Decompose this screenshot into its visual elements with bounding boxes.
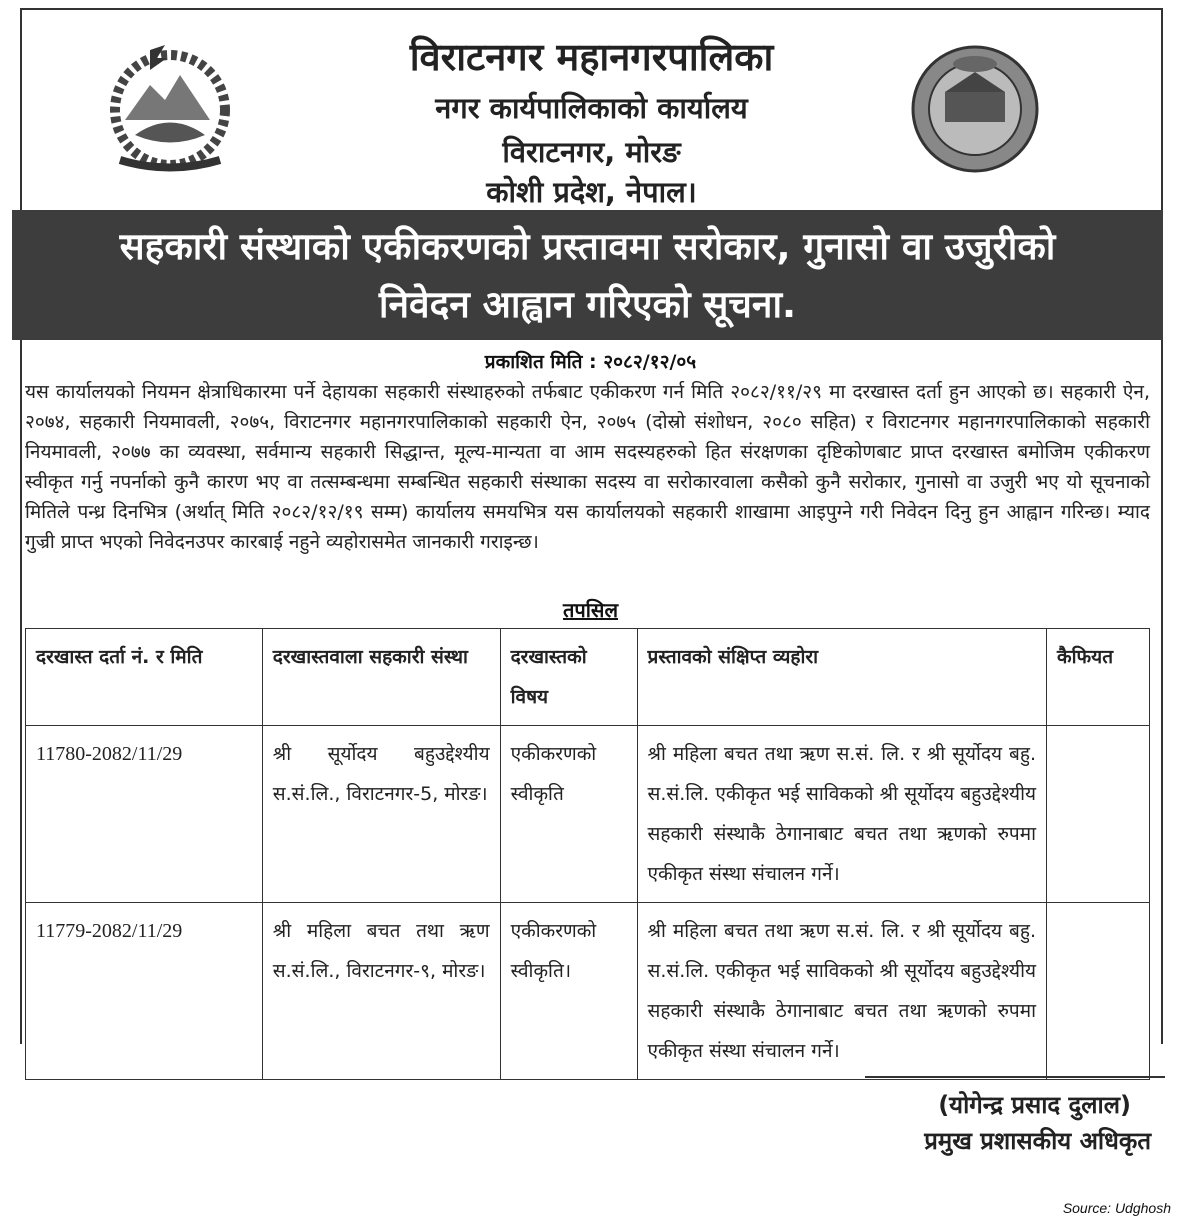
- notice-title-banner: [12, 210, 1163, 340]
- table-caption: तपसिल: [562, 598, 619, 622]
- cell-summary: श्री महिला बचत तथा ऋण स.सं. लि. र श्री सूर्योदय बहु. स.सं.लि. एकीकृत भई साविकको श्री सूर्योदय बहुउद्देश्यीय सहकारी संस्थाकै ठेगानाबाट बचत तथा ऋणको रुपमा एकीकृत संस्था संचालन गर्ने।: [637, 726, 1046, 903]
- cell-registration: 11780-2082/11/29: [26, 726, 263, 903]
- notice-body: यस कार्यालयको नियमन क्षेत्राधिकारमा पर्ने देहायका सहकारी संस्थाहरुको तर्फबाट एकीकरण गर्न मिति २०८२/११/२९ मा दरखास्त दर्ता हुन आएको छ। सहकारी ऐन, २०७४, सहकारी नियमावली, २०७५, विराटनगर महानगरपालिकाको सहकारी ऐन, २०७५ (दोस्रो संशोधन, २०८० सहित) र विराटनगर महानगरपालिकाको सहकारी नियमावली, २०७७ का व्यवस्था, सर्वमान्य सहकारी सिद्धान्त, मूल्य-मान्यता वा आम सदस्यहरुको हित संरक्षणका दृष्टिकोणबाट प्राप्त दरखास्त बमोजिम एकीकरण स्वीकृत गर्नु नपर्नाको कुनै कारण भए वा तत्सम्बन्धमा सम्बन्धित सहकारी संस्थाका सदस्य वा सरोकारवाला कसैको कुनै सरोकार, गुनासो वा उजुरी भए यो सूचनाको मितिले पन्ध्र दिनभित्र (अर्थात् मिति २०८२/१२/१९ सम्म) कार्यालय समयभित्र यस कार्यालयको सहकारी शाखामा आइपुग्ने गरी निवेदन दिनु हुन आह्वान गरिन्छ। म्याद गुज्री प्राप्त भएको निवेदनउपर कारबाई नहुने व्यहोरासमेत जानकारी गराइन्छ।: [25, 381, 1150, 553]
- signatory-name: (योगेन्द्र प्रसाद दुलाल): [938, 1091, 1131, 1119]
- header-subject: दरखास्तको विषय: [500, 629, 637, 726]
- nepal-emblem-logo: [95, 40, 245, 175]
- cell-remarks: [1047, 726, 1150, 903]
- source-credit: Source: Udghosh: [1062, 1200, 1171, 1216]
- published-date: प्रकाशित मिति : २०८२/१२/०५: [484, 351, 697, 373]
- header-applicant: दरखास्तवाला सहकारी संस्था: [262, 629, 500, 726]
- office-location: विराटनगर, मोरङ: [502, 135, 681, 169]
- table-row: [26, 726, 1150, 903]
- header-remarks: कैफियत: [1047, 629, 1150, 726]
- cell-applicant: श्री महिला बचत तथा ऋण स.सं.लि., विराटनगर-९, मोरङ।: [262, 903, 500, 1080]
- notice-title-line2: निवेदन आह्वान गरिएको सूचना.: [378, 283, 797, 326]
- notice-title-line1: सहकारी संस्थाको एकीकरणको प्रस्तावमा सरोकार, गुनासो वा उजुरीको: [119, 225, 1056, 268]
- signatory-title: प्रमुख प्रशासकीय अधिकृत: [924, 1127, 1151, 1155]
- office-name: नगर कार्यपालिकाको कार्यालय: [435, 91, 748, 125]
- biratnagar-metropolitan-logo: [900, 42, 1050, 177]
- cell-subject: एकीकरणको स्वीकृति।: [500, 903, 637, 1080]
- cell-applicant: श्री सूर्योदय बहुउद्देश्यीय स.सं.लि., विराटनगर-5, मोरङ।: [262, 726, 500, 903]
- table-row: [26, 903, 1150, 1080]
- header-registration: दरखास्त दर्ता नं. र मिति: [26, 629, 263, 726]
- cell-summary: श्री महिला बचत तथा ऋण स.सं. लि. र श्री सूर्योदय बहु. स.सं.लि. एकीकृत भई साविकको श्री सूर्योदय बहुउद्देश्यीय सहकारी संस्थाकै ठेगानाबाट बचत तथा ऋणको रुपमा एकीकृत संस्था संचालन गर्ने।: [637, 903, 1046, 1080]
- header-summary: प्रस्तावको संक्षिप्त व्यहोरा: [637, 629, 1046, 726]
- cell-remarks: [1047, 903, 1150, 1080]
- applications-table: [25, 628, 1150, 1080]
- cell-registration: 11779-2082/11/29: [26, 903, 263, 1080]
- org-name: विराटनगर महानगरपालिका: [409, 35, 774, 79]
- table-header-row: [26, 629, 1150, 726]
- signature-divider: [865, 1076, 1165, 1078]
- province: कोशी प्रदेश, नेपाल।: [486, 175, 697, 209]
- cell-subject: एकीकरणको स्वीकृति: [500, 726, 637, 903]
